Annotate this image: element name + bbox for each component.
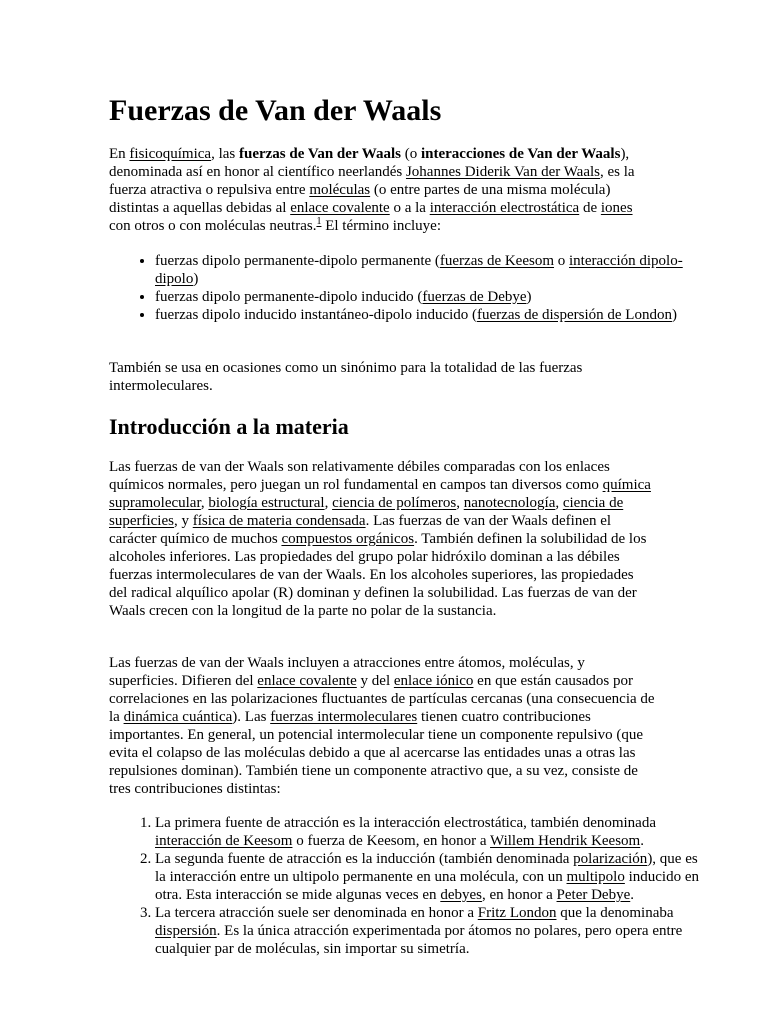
- text: En: [109, 146, 130, 162]
- intro-paragraph: [109, 145, 655, 235]
- link-johannes-van-der-waals[interactable]: Johannes Diderik Van der Waals: [405, 164, 600, 180]
- page-title: Fuerzas de Van der Waals: [109, 94, 442, 127]
- link-debyes[interactable]: debyes: [440, 887, 482, 903]
- link-enlace-ionico[interactable]: enlace iónico: [393, 673, 474, 689]
- link-interaccion-dipolo-dipolo[interactable]: interacción dipolo-dipolo: [155, 253, 683, 287]
- link-fisica-de-materia-condensada[interactable]: física de materia condensada: [192, 513, 366, 529]
- link-dinamica-cuantica[interactable]: dinámica cuántica: [123, 709, 233, 725]
- text: ): [193, 271, 199, 287]
- text: La primera fuente de atracción es la interacción electrostática, también denominada: [155, 815, 656, 831]
- text: que la denominaba: [556, 905, 674, 921]
- link-fuerzas-de-dispersion-de-london[interactable]: fuerzas de dispersión de London: [477, 307, 672, 323]
- link-multipolo[interactable]: multipolo: [566, 869, 625, 885]
- link-quimica-supramolecular[interactable]: química supramolecular: [109, 477, 651, 511]
- text: en que están causados por correlaciones en las polarizaciones fluctuantes de partículas cercanas (una consecuencia de la: [109, 673, 655, 725]
- link-compuestos-organicos[interactable]: compuestos orgánicos: [281, 531, 415, 547]
- text: , es la fuerza atractiva o repulsiva entre: [109, 164, 635, 198]
- text: fuerzas dipolo inducido instantáneo-dipolo inducido (: [155, 307, 478, 323]
- text: El término incluye:: [321, 218, 442, 234]
- text: ,: [555, 495, 563, 511]
- list-item: [155, 306, 701, 324]
- paragraph: [109, 458, 655, 620]
- text: , las: [211, 146, 239, 162]
- link-fuerzas-de-debye[interactable]: fuerzas de Debye: [422, 289, 527, 305]
- link-willem-hendrik-keesom[interactable]: Willem Hendrik Keesom: [490, 833, 641, 849]
- text: .: [640, 833, 644, 849]
- text: . También definen la solubilidad de los alcoholes inferiores. Las propiedades del grupo polar hidróxilo dominan a las débiles fuerzas intermoleculares de van der Waals. En los alcoholes superiores, las propiedades del radical alquílico apolar (R) dominan y definen la solubilidad. Las fuerzas de van der Waals crecen con la longitud de la parte no polar de la sustancia.: [109, 531, 647, 619]
- section-heading: Introducción a la materia: [109, 414, 349, 439]
- text: (o entre partes de una misma molécula) distintas a aquellas debidas al: [109, 182, 611, 216]
- list-item: [155, 252, 701, 288]
- text: ), denominada así en honor al científico neerlandés: [109, 146, 630, 180]
- link-biologia-estructural[interactable]: biología estructural: [208, 495, 325, 511]
- reference-link[interactable]: 1: [316, 216, 322, 227]
- text: ,: [456, 495, 464, 511]
- text: ,: [200, 495, 209, 511]
- link-fisicoquimica[interactable]: fisicoquímica: [129, 146, 212, 162]
- text: ): [526, 289, 532, 305]
- text: . Es la única atracción experimentada por átomos no polares, pero opera entre cualquier par de moléculas, sin importar su simetría.: [155, 923, 683, 957]
- link-ciencia-de-polimeros[interactable]: ciencia de polímeros: [332, 495, 457, 511]
- text: fuerzas dipolo permanente-dipolo permanente (: [155, 253, 440, 269]
- text: fuerzas dipolo permanente-dipolo inducido (: [155, 289, 423, 305]
- link-peter-debye[interactable]: Peter Debye: [556, 887, 631, 903]
- list-item: [155, 288, 701, 306]
- link-enlace-covalente[interactable]: enlace covalente: [290, 200, 390, 216]
- text: . Las fuerzas de van der Waals definen el carácter químico de muchos: [109, 513, 612, 547]
- paragraph: [109, 654, 655, 798]
- link-moleculas[interactable]: moléculas: [309, 182, 371, 198]
- text: La segunda fuente de atracción es la inducción (también denominada: [155, 851, 574, 867]
- list-item: [155, 904, 701, 958]
- bullet-list: [109, 252, 701, 324]
- text: tienen cuatro contribuciones importantes. En general, un potencial intermolecular tiene un componente repulsivo (que evita el colapso de las moléculas debido a que al acercarse las entidades unas a otras las repulsiones dominan). También tiene un componente atractivo que, a su vez, consiste de tres contribuciones distintas:: [109, 709, 643, 797]
- link-enlace-covalente[interactable]: enlace covalente: [257, 673, 357, 689]
- synonym-paragraph: También se usa en ocasiones como un sinónimo para la totalidad de las fuerzas intermoleculares.: [109, 360, 583, 394]
- text: , en honor a: [481, 887, 557, 903]
- text: ), que es la interacción entre un ultipolo permanente en una molécula, con un: [155, 851, 698, 885]
- text: (o: [400, 146, 421, 162]
- text: .: [630, 887, 634, 903]
- link-fritz-london[interactable]: Fritz London: [477, 905, 557, 921]
- bold-term: fuerzas de Van der Waals: [239, 146, 401, 162]
- text: ): [671, 307, 677, 323]
- text: ). Las: [232, 709, 271, 725]
- link-nanotecnologia[interactable]: nanotecnología: [463, 495, 556, 511]
- text: y del: [356, 673, 394, 689]
- list-item: [155, 814, 701, 850]
- link-interaccion-de-keesom[interactable]: interacción de Keesom: [155, 833, 293, 849]
- link-interaccion-electrostatica[interactable]: interacción electrostática: [429, 200, 580, 216]
- text: con otros o con moléculas neutras.: [109, 218, 317, 234]
- list-item: [155, 850, 701, 904]
- text: de: [579, 200, 601, 216]
- link-iones[interactable]: iones: [600, 200, 633, 216]
- link-dispersion[interactable]: dispersión: [155, 923, 217, 939]
- text: ,: [324, 495, 333, 511]
- text: La tercera atracción suele ser denominada en honor a: [155, 905, 478, 921]
- text: Las fuerzas de van der Waals son relativamente débiles comparadas con los enlaces químicos normales, pero juegan un rol fundamental en campos tan diversos como: [109, 459, 610, 493]
- link-fuerzas-intermoleculares[interactable]: fuerzas intermoleculares: [270, 709, 418, 725]
- text: inducido en otra. Esta interacción se mide algunas veces en: [155, 869, 700, 903]
- link-ciencia-de-superficies[interactable]: ciencia de superficies: [109, 495, 624, 529]
- text: o fuerza de Keesom, en honor a: [292, 833, 491, 849]
- numbered-list: [109, 814, 701, 958]
- text: o: [554, 253, 570, 269]
- text: Las fuerzas de van der Waals incluyen a atracciones entre átomos, moléculas, y superficies. Difieren del: [109, 655, 585, 689]
- link-polarizacion[interactable]: polarización: [573, 851, 648, 867]
- text: , y: [173, 513, 193, 529]
- bold-term: interacciones de Van der Waals: [420, 146, 621, 162]
- link-fuerzas-de-keesom[interactable]: fuerzas de Keesom: [439, 253, 555, 269]
- text: o a la: [389, 200, 430, 216]
